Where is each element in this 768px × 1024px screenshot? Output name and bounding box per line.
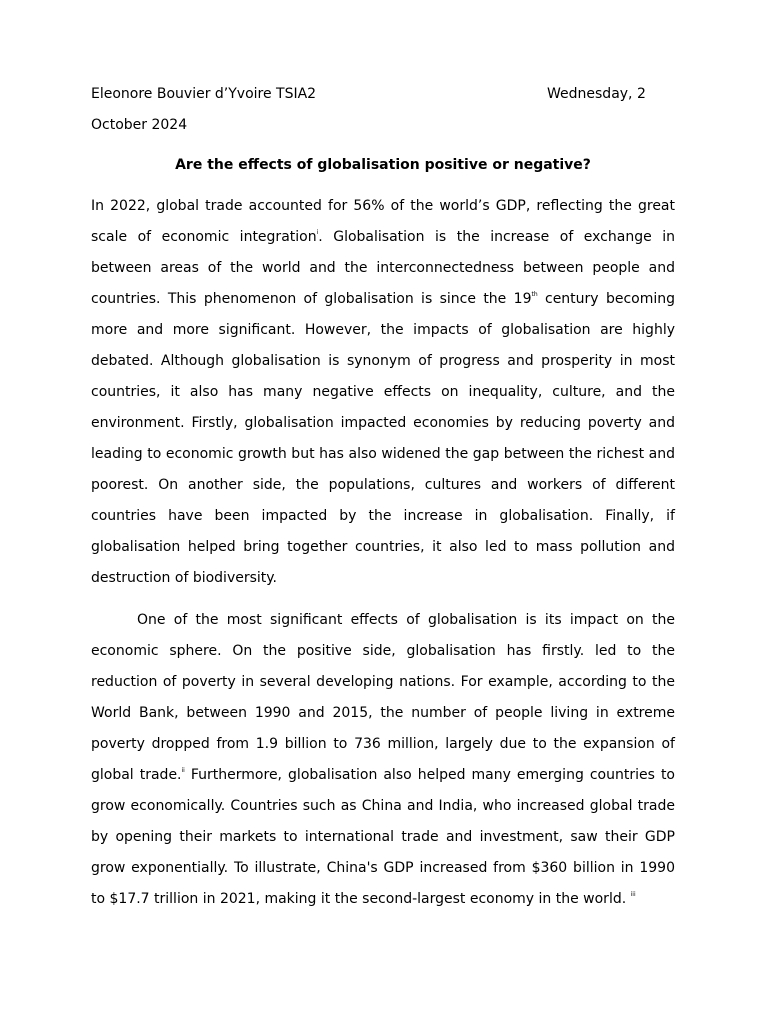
date-line-end: October 2024 [91,117,188,133]
introduction-paragraph [91,191,675,594]
footnote-marker-i[interactable]: i [316,229,319,236]
footnote-marker-iii[interactable]: iii [630,891,636,898]
author-line: Eleonore Bouvier d’Yvoire TSIA2 [91,86,317,102]
essay-title: Are the effects of globalisation positive or negative? [175,157,591,173]
footnote-marker-ii[interactable]: ii [181,767,185,774]
intro-text-3: century becoming more and more significant. However, the impacts of globalisation are highly debated. Although globalisation is synonym of progress and prosperity in most countries, it also has many negative effects on inequality, culture, and the environment. Firstly, globalisation impacted economies by reducing poverty and leading to economic growth but has also widened the gap between the richest and poorest. On another side, the populations, cultures and workers of different countries have been impacted by the increase in globalisation. Finally, if globalisation helped bring together countries, it also led to mass pollution and destruction of biodiversity. [91,291,675,586]
date-line-start: Wednesday, 2 [547,86,646,102]
intro-text-1: In 2022, global trade accounted for 56% of the world’s GDP, reflecting the great scale of economic integration [91,198,675,245]
body-paragraph-economic [91,605,675,915]
economic-text-2: Furthermore, globalisation also helped many emerging countries to grow economically. Countries such as China and India, who increased global trade by opening their markets to international trade and investment, saw their GDP grow exponentially. To illustrate, China's GDP increased from $360 billion in 1990 to $17.7 trillion in 2021, making it the second-largest economy in the world. [91,767,676,907]
superscript-th: th [531,291,538,298]
intro-text-2: . Globalisation is the increase of exchange in between areas of the world and the interconnectedness between people and countries. This phenomenon of globalisation is since the 19 [91,229,675,307]
economic-text-1: One of the most significant effects of globalisation is its impact on the economic sphere. On the positive side, globalisation has firstly. led to the reduction of poverty in several developing nations. For example, according to the World Bank, between 1990 and 2015, the number of people living in extreme poverty dropped from 1.9 billion to 736 million, largely due to the expansion of global trade. [91,612,675,783]
